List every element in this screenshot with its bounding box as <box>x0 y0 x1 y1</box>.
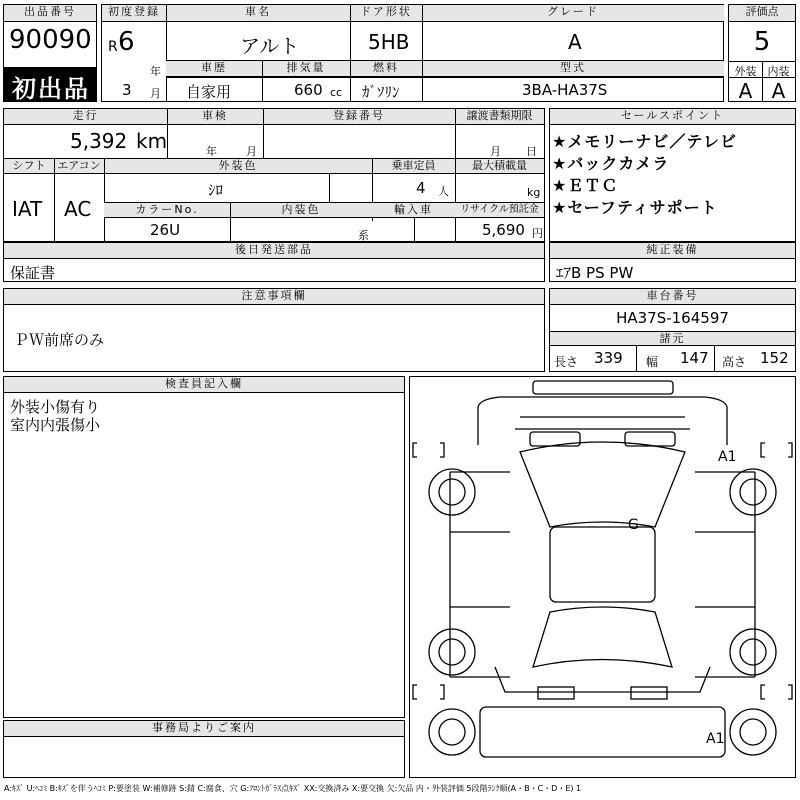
interior-color-unit: 系 <box>358 229 369 242</box>
transfer-day-unit: 日 <box>526 145 537 158</box>
length: 339 <box>594 349 623 367</box>
import-label: 輸入車 <box>372 203 455 218</box>
sales-point-2: ★バックカメラ <box>552 154 670 173</box>
lot-box <box>3 4 97 102</box>
grade: A <box>568 30 582 54</box>
height-label: 高さ <box>722 355 747 369</box>
length-label: 長さ <box>554 355 579 369</box>
notes-label: 注意事項欄 <box>4 289 544 305</box>
sales-points-box <box>549 108 796 242</box>
displacement: 660 <box>294 81 323 99</box>
inspection-label: 車検 <box>167 109 263 125</box>
load-unit: kg <box>527 186 541 199</box>
chassis-label: 車台番号 <box>550 289 795 305</box>
office-label: 事務局よりご案内 <box>4 721 404 737</box>
height: 152 <box>760 349 789 367</box>
exterior-color: ｼﾛ <box>208 181 224 199</box>
damage-mark-windshield: G <box>628 517 639 533</box>
mileage-unit: km <box>136 129 168 153</box>
inspector-line-2: 室内内張傷小 <box>10 416 101 434</box>
inspection-month-unit: 月 <box>246 145 257 158</box>
width-label: 幅 <box>646 355 659 369</box>
damage-mark-front: A1 <box>718 449 737 465</box>
color-no: 26U <box>150 221 181 239</box>
details-box <box>3 108 545 242</box>
sales-point-1: ★メモリーナビ／テレビ <box>552 132 738 151</box>
damage-mark-rear: A1 <box>706 731 725 747</box>
int-score: A <box>771 79 786 103</box>
dims-label: 諸元 <box>550 331 795 346</box>
car-diagram <box>409 376 796 778</box>
model-code: 3BA-HA37S <box>522 81 608 99</box>
score: 5 <box>753 27 771 57</box>
grade-label: グレード <box>422 5 724 22</box>
notes-value: ＰＷ前席のみ <box>14 331 105 349</box>
car-outline <box>410 377 795 777</box>
chassis-box <box>549 288 796 372</box>
mileage: 5,392 <box>70 129 128 153</box>
later-parts-box <box>3 242 545 282</box>
main-info-box <box>101 4 724 102</box>
era: R <box>108 39 118 55</box>
history: 自家用 <box>186 83 232 101</box>
office-box <box>3 720 405 778</box>
inspection-year-unit: 年 <box>206 145 217 158</box>
recycle-unit: 円 <box>532 227 543 240</box>
capacity: 4 <box>416 179 426 197</box>
lot-number: 90090 <box>9 25 92 55</box>
genuine-value: ｴｱB PS PW <box>556 264 634 282</box>
color-no-label: カラーNo. <box>104 203 230 218</box>
load-label: 最大積載量 <box>455 159 544 174</box>
genuine-label: 純正装備 <box>550 243 795 259</box>
recycle-label: リサイクル預託金 <box>455 203 544 218</box>
displacement-unit: cc <box>330 86 343 99</box>
shift: IAT <box>12 197 43 221</box>
first-listing-text: 初出品 <box>12 75 90 103</box>
capacity-unit: 人 <box>438 185 449 198</box>
model-label: 型式 <box>422 61 724 77</box>
mileage-label: 走行 <box>4 109 167 125</box>
displacement-label: 排気量 <box>262 61 350 77</box>
capacity-label: 乗車定員 <box>372 159 455 174</box>
later-parts-value: 保証書 <box>10 264 56 282</box>
score-box <box>728 4 796 102</box>
width: 147 <box>680 349 709 367</box>
inspector-box <box>3 376 405 718</box>
ext-label: 外装 <box>734 65 757 78</box>
year-unit: 年 <box>150 65 161 78</box>
chassis-number: HA37S-164597 <box>616 309 729 327</box>
legend: A:ｷｽﾞ U:ﾍｺﾐ B:ｷｽﾞを伴うﾍｺﾐ P:要塗装 W:補修跡 S:錆 C:腐食、穴 G:ﾌﾛﾝﾄｶﾞﾗｽ点ｷｽﾞ XX:交換済み X:要交換 欠:欠品 内・外装評価 5段階ﾗﾝｸ順(A・B・C・D・E) 1 <box>4 784 582 793</box>
door-label: ドア形状 <box>350 5 422 22</box>
door-type: 5HB <box>368 30 410 54</box>
inspector-line-1: 外装小傷有り <box>10 398 101 416</box>
sales-point-4: ★セーフティサポート <box>552 198 718 217</box>
car-name: アルト <box>240 34 300 58</box>
int-label: 内装 <box>767 65 790 78</box>
transfer-label: 譲渡書類期限 <box>455 109 544 125</box>
shift-label: シフト <box>4 159 54 174</box>
car-name-label: 車名 <box>166 5 350 22</box>
genuine-equipment-box <box>549 242 796 282</box>
sales-point-3: ★ＥＴＣ <box>552 176 619 195</box>
history-label: 車歴 <box>166 61 262 77</box>
score-label: 評価点 <box>729 5 795 22</box>
recycle-fee: 5,690 <box>482 221 525 239</box>
ac-label: エアコン <box>54 159 104 174</box>
reg-number-label: 登録番号 <box>263 109 455 125</box>
month-unit: 月 <box>150 87 161 100</box>
reg-month: 3 <box>122 81 132 99</box>
fuel: ｶﾞｿﾘﾝ <box>362 83 400 101</box>
inspector-label: 検査員記入欄 <box>4 377 404 393</box>
transfer-month-unit: 月 <box>490 145 501 158</box>
reg-year: 6 <box>118 27 135 57</box>
interior-color-label: 内装色 <box>230 203 372 218</box>
ac: AC <box>64 197 92 221</box>
sales-label: セールスポイント <box>550 109 795 125</box>
lot-label: 出品番号 <box>4 5 96 22</box>
notes-box <box>3 288 545 372</box>
later-parts-label: 後日発送部品 <box>4 243 544 259</box>
ext-score: A <box>738 79 753 103</box>
fuel-label: 燃料 <box>350 61 422 77</box>
color-label: 外装色 <box>104 159 372 174</box>
first-reg-label: 初度登録 <box>102 5 166 22</box>
